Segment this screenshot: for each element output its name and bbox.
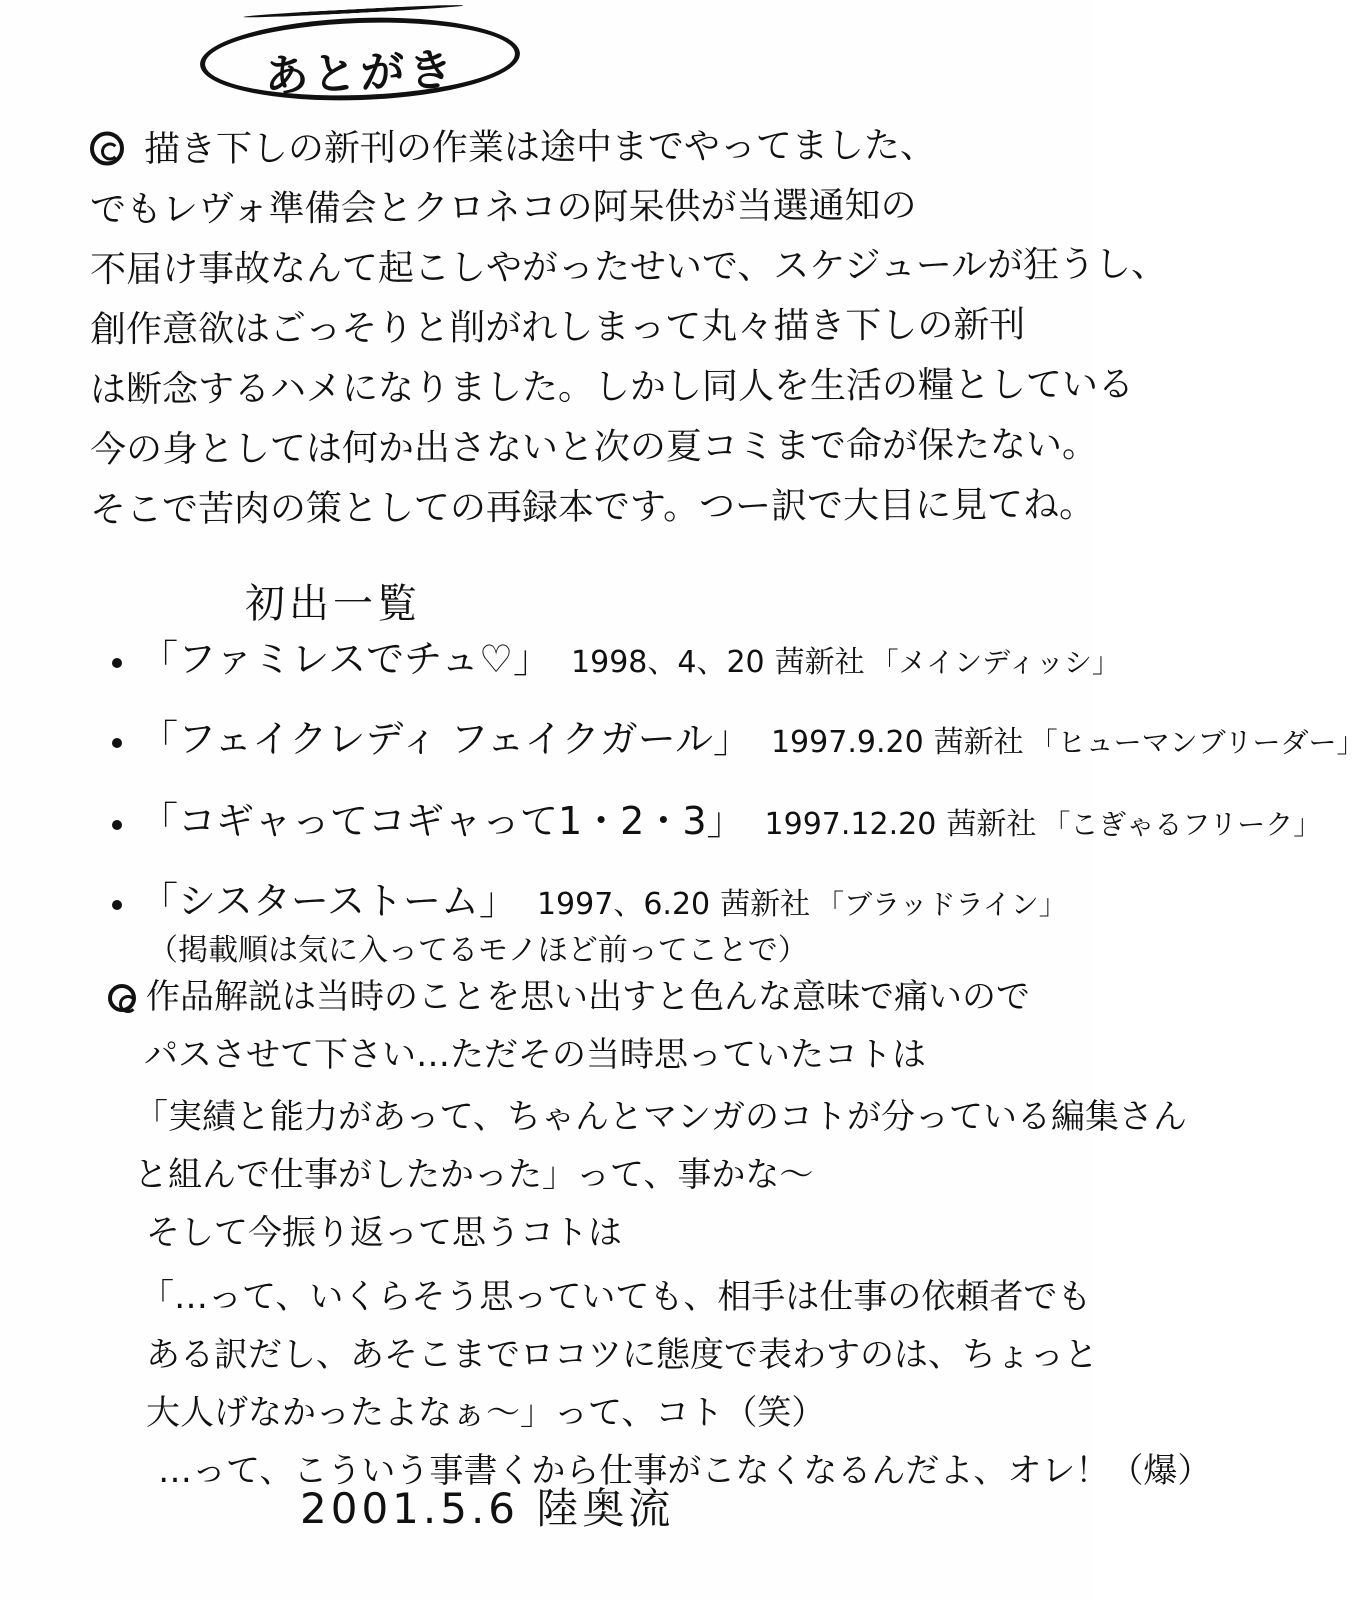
intro-line: 不届け事故なんて起こしやがったせいで、スケジュールが狂うし、 (89, 243, 1168, 291)
bullet-icon (112, 738, 122, 748)
intro-line: 今の身としては何か出さないと次の夏コミまで命が保たない。 (89, 424, 1099, 471)
spiral-bullet-icon (108, 984, 136, 1012)
page-title: あとがき (263, 44, 458, 103)
spiral-bullet-icon (90, 131, 124, 165)
signature-date: 2001.5.6 陸奥流 (300, 1484, 675, 1533)
title-oval (199, 12, 522, 105)
bullet-icon (112, 820, 122, 830)
commentary-line: パスさせて下さい…ただその当時思っていたコトは (144, 1035, 926, 1075)
list-item: 「コギャってコギャって1・2・3」 1997.12.20 茜新社 「こぎゃるフリーク」 (112, 790, 1321, 845)
bullet-icon (112, 658, 122, 668)
list-item: 「ファミレスでチュ♡」 1998、4、20 茜新社 「メインディッシ」 (112, 628, 1120, 683)
commentary-line: 作品解説は当時のことを思い出すと色んな意味で痛いので (108, 968, 1068, 1026)
commentary-line: 「…って、いくらそう思っていても、相手は仕事の依頼者でも (140, 1277, 1092, 1317)
list-item: 「シスターストーム」 1997、6.20 茜新社 「ブラッドライン」 (112, 870, 1067, 925)
intro-paragraph (89, 118, 1168, 538)
list-item: 「フェイクレディ フェイクガール」 1997.9.20 茜新社 「ヒューマンブリーダー」 (112, 708, 1365, 763)
commentary-line: 「実績と能力があって、ちゃんとマンガのコトが分っている編集さん (134, 1097, 1187, 1137)
commentary-line: ある訳だし、あそこまでロコツに態度で表わすのは、ちょっと (146, 1335, 1098, 1375)
intro-line: そこで苦肉の策としての再録本です。つー訳で大目に見てね。 (89, 484, 1096, 531)
commentary-line: そして今振り返って思うコトは (146, 1213, 622, 1253)
bullet-icon (112, 900, 122, 910)
commentary-line: …って、こういう事書くから仕事がこなくなるんだよ、オレ！（爆） (158, 1451, 1212, 1491)
intro-line: は断念するハメになりました。しかし同人を生活の糧としている (89, 364, 1135, 411)
first-appearance-heading: 初出一覧 (245, 581, 421, 627)
intro-line: 創作意欲はごっそりと削がれしまって丸々描き下しの新刊 (89, 304, 1026, 351)
intro-line: 描き下しの新刊の作業は途中までやってました、 (90, 115, 1080, 180)
list-note: （掲載順は気に入ってるモノほど前ってことで） (148, 933, 808, 968)
commentary-paragraph (108, 968, 1212, 1500)
intro-line: でもレヴォ準備会とクロネコの阿呆供が当選通知の (89, 185, 917, 231)
commentary-line: と組んで仕事がしたかった」って、事かな〜 (134, 1155, 814, 1195)
commentary-line: 大人げなかったよなぁ〜」って、コト（笑） (146, 1393, 826, 1433)
